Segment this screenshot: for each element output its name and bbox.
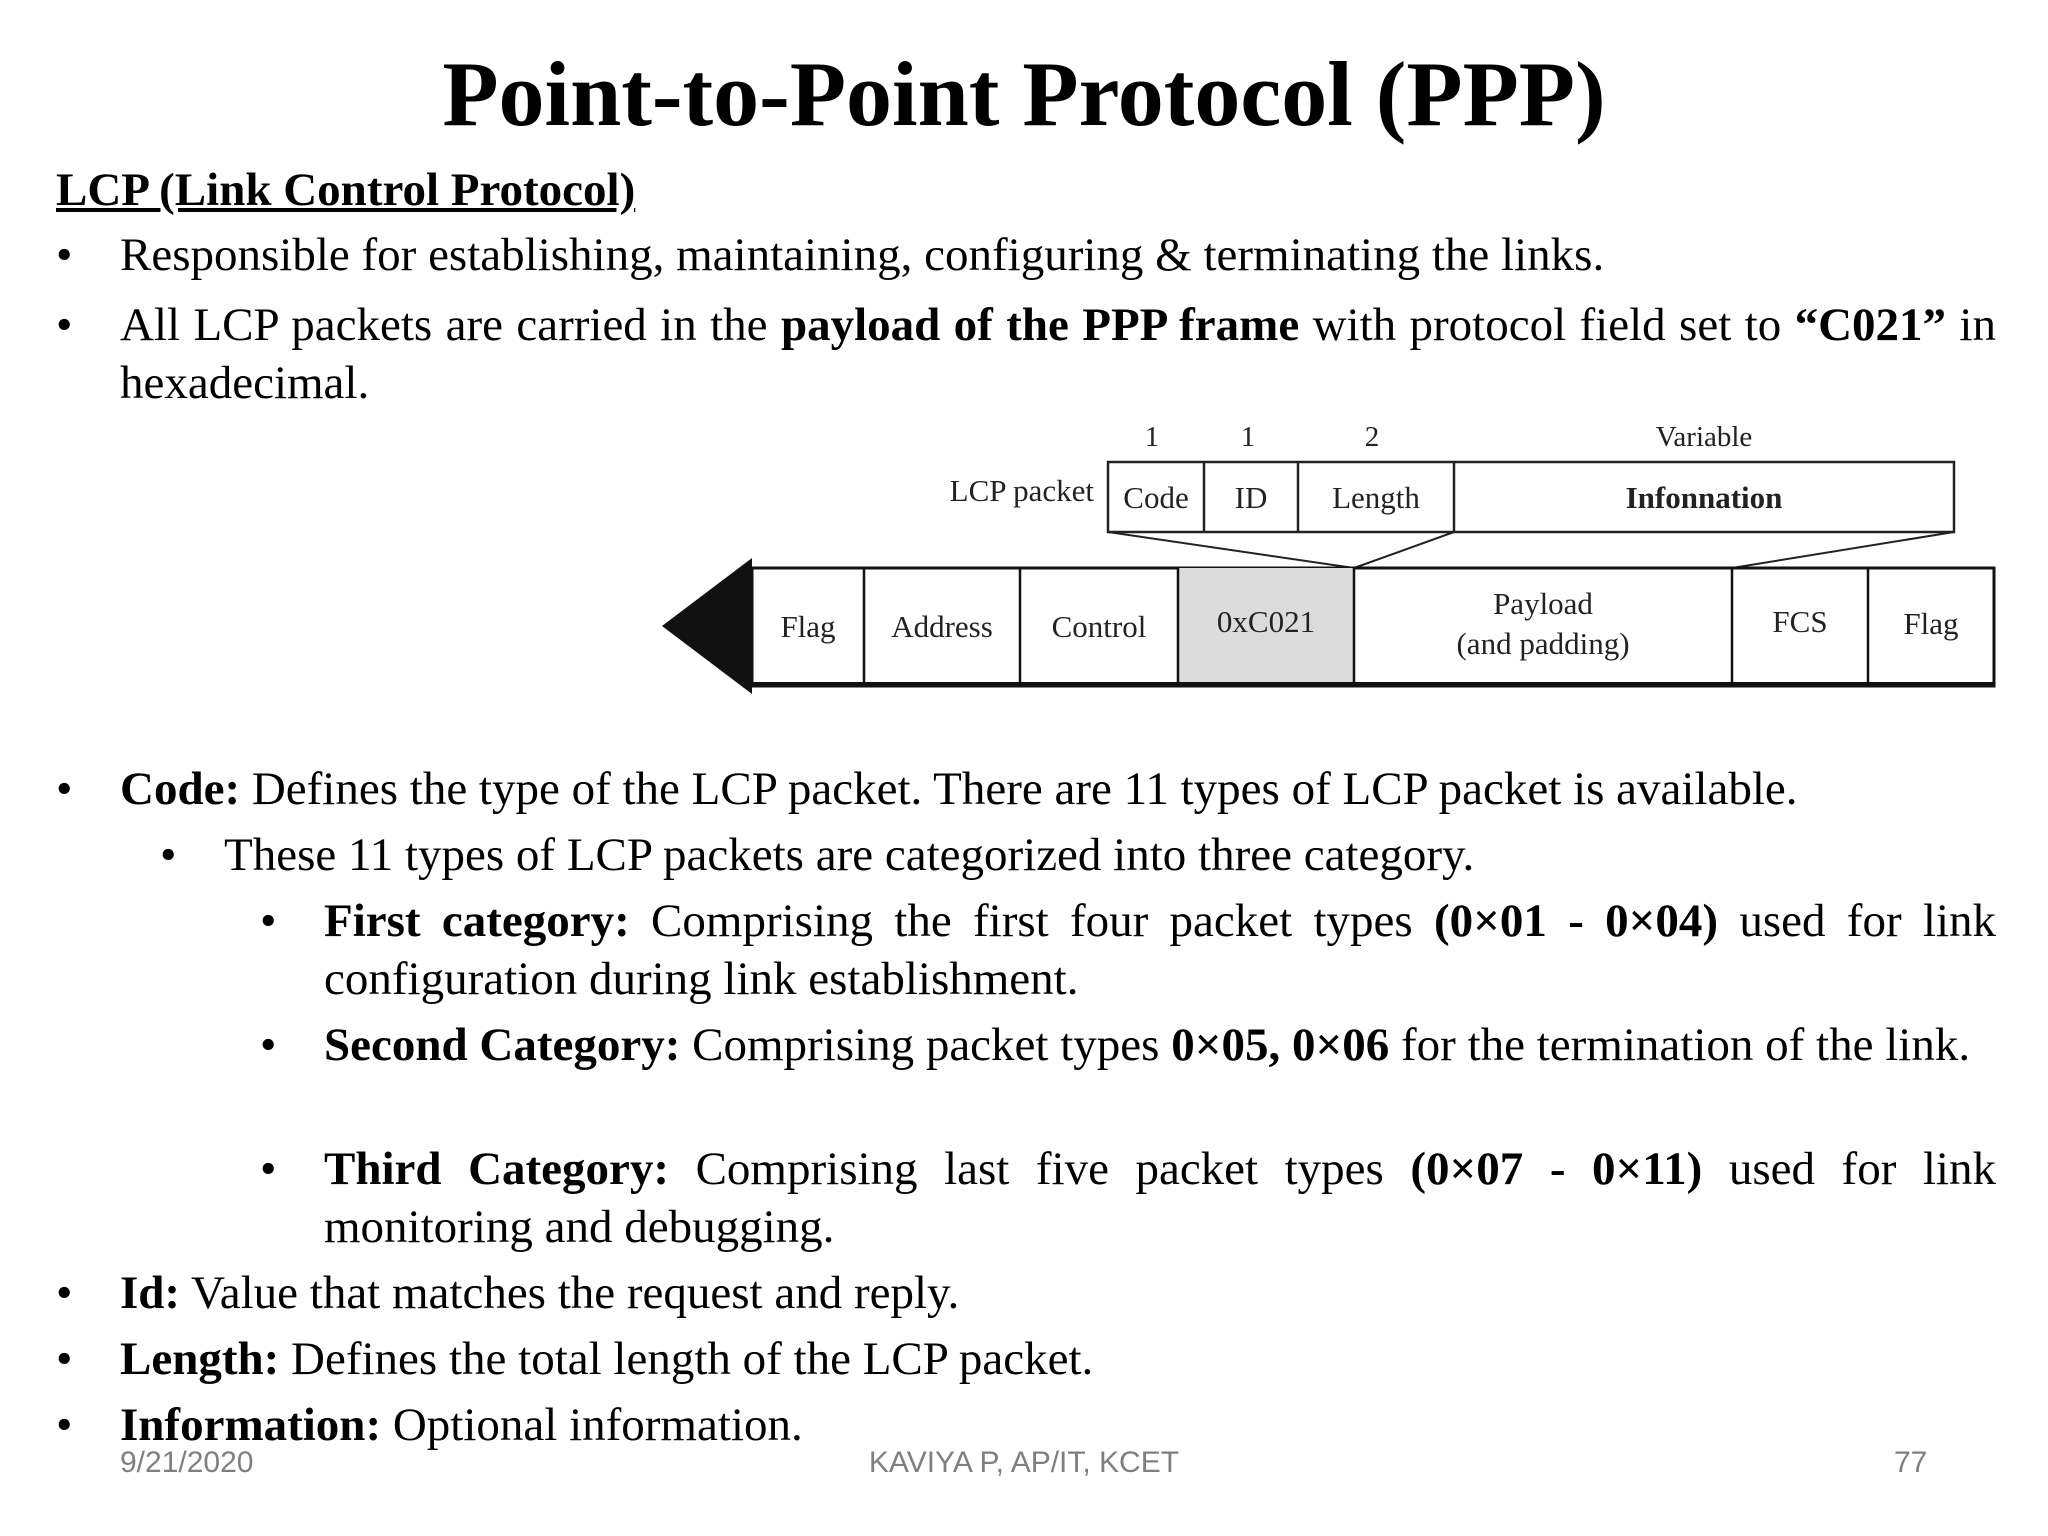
bold-run: Code: bbox=[120, 763, 241, 815]
text-run: Optional information. bbox=[381, 1399, 803, 1451]
connector-right bbox=[1732, 532, 1954, 568]
bullet-text bbox=[324, 1016, 1996, 1074]
bold-run: “C021” bbox=[1794, 299, 1947, 351]
bullet-text bbox=[120, 296, 1996, 412]
frame-arrow-head bbox=[662, 558, 752, 694]
frame-field-control: Control bbox=[1051, 609, 1147, 644]
bold-run: Information: bbox=[120, 1399, 382, 1451]
text-run: in hexadecimal. bbox=[120, 299, 1996, 409]
bullet-text bbox=[324, 892, 1996, 1008]
bold-run: (0×07 - 0×11) bbox=[1410, 1143, 1703, 1195]
bullet-dot: • bbox=[56, 1267, 73, 1319]
frame-field-padding: (and padding) bbox=[1456, 626, 1630, 661]
bullet-dot: • bbox=[56, 1333, 73, 1385]
text-run: All LCP packets are carried in the bbox=[120, 299, 781, 351]
size-length: 2 bbox=[1364, 421, 1380, 453]
frame-field-flag-right: Flag bbox=[1903, 606, 1959, 641]
connector-left bbox=[1108, 532, 1354, 568]
bold-run: (0×01 - 0×04) bbox=[1433, 895, 1719, 947]
frame-field-payload: Payload bbox=[1493, 586, 1593, 621]
bullet-text bbox=[120, 760, 1996, 818]
bullet-dot: • bbox=[56, 763, 73, 815]
bullet-dot: • bbox=[260, 1143, 277, 1195]
text-run: with protocol field set to bbox=[1299, 299, 1795, 351]
text-run: Comprising packet types bbox=[680, 1019, 1172, 1071]
bullet-dot: • bbox=[56, 1399, 73, 1451]
section-heading: LCP (Link Control Protocol) bbox=[56, 164, 636, 216]
lcp-field-length: Length bbox=[1332, 480, 1420, 515]
frame-field-fcs: FCS bbox=[1772, 604, 1828, 639]
bold-run: payload of the PPP frame bbox=[780, 299, 1300, 351]
text-run: Comprising last five packet types bbox=[669, 1143, 1411, 1195]
text-run: Comprising the first four packet types bbox=[629, 895, 1434, 947]
slide-title: Point-to-Point Protocol (PPP) bbox=[442, 43, 1606, 145]
bold-run: Third Category: bbox=[324, 1143, 670, 1195]
frame-field-address: Address bbox=[891, 609, 993, 644]
bullet-text: Responsible for establishing, maintaining, configuring & terminating the links. bbox=[120, 229, 1605, 281]
ppp-lcp-frame-diagram bbox=[660, 420, 2000, 710]
bullet-text bbox=[120, 1264, 1996, 1322]
size-information: Variable bbox=[1655, 421, 1753, 453]
text-run: for the termination of the link. bbox=[1389, 1019, 1971, 1071]
text-run: Defines the type of the LCP packet. There are 11 types of LCP packet is available. bbox=[240, 763, 1798, 815]
bold-run: Second Category: bbox=[324, 1019, 681, 1071]
footer-author: KAVIYA P, AP/IT, KCET bbox=[868, 1446, 1180, 1479]
bold-run: First category: bbox=[324, 895, 630, 947]
lcp-field-code: Code bbox=[1123, 480, 1189, 515]
lcp-packet-label: LCP packet bbox=[949, 473, 1094, 508]
bullet-text: These 11 types of LCP packets are categorized into three category. bbox=[224, 829, 1475, 881]
text-run: Defines the total length of the LCP packet. bbox=[279, 1333, 1094, 1385]
text-run: used for link monitoring and debugging. bbox=[324, 1143, 1996, 1253]
bullet-dot: • bbox=[260, 895, 277, 947]
bold-run: 0×05, 0×06 bbox=[1171, 1019, 1390, 1071]
footer-date: 9/21/2020 bbox=[120, 1446, 254, 1479]
frame-field-protocol: 0xC021 bbox=[1216, 604, 1316, 639]
frame-field-flag-left: Flag bbox=[780, 609, 836, 644]
bullet-text bbox=[120, 1330, 1996, 1388]
size-code: 1 bbox=[1144, 421, 1160, 453]
footer-page-number: 77 bbox=[1894, 1446, 1928, 1479]
size-id: 1 bbox=[1240, 421, 1256, 453]
bullet-dot: • bbox=[160, 829, 177, 881]
text-run: Value that matches the request and reply. bbox=[180, 1267, 960, 1319]
text-run: used for link configuration during link establishment. bbox=[324, 895, 1996, 1005]
bullet-text bbox=[324, 1140, 1996, 1256]
bullet-dot: • bbox=[260, 1019, 277, 1071]
bullet-dot: • bbox=[56, 299, 73, 351]
lcp-field-id: ID bbox=[1234, 480, 1268, 515]
bullet-dot: • bbox=[56, 229, 73, 281]
bold-run: Length: bbox=[120, 1333, 280, 1385]
bold-run: Id: bbox=[120, 1267, 181, 1319]
lcp-field-information: Infonnation bbox=[1625, 480, 1783, 515]
